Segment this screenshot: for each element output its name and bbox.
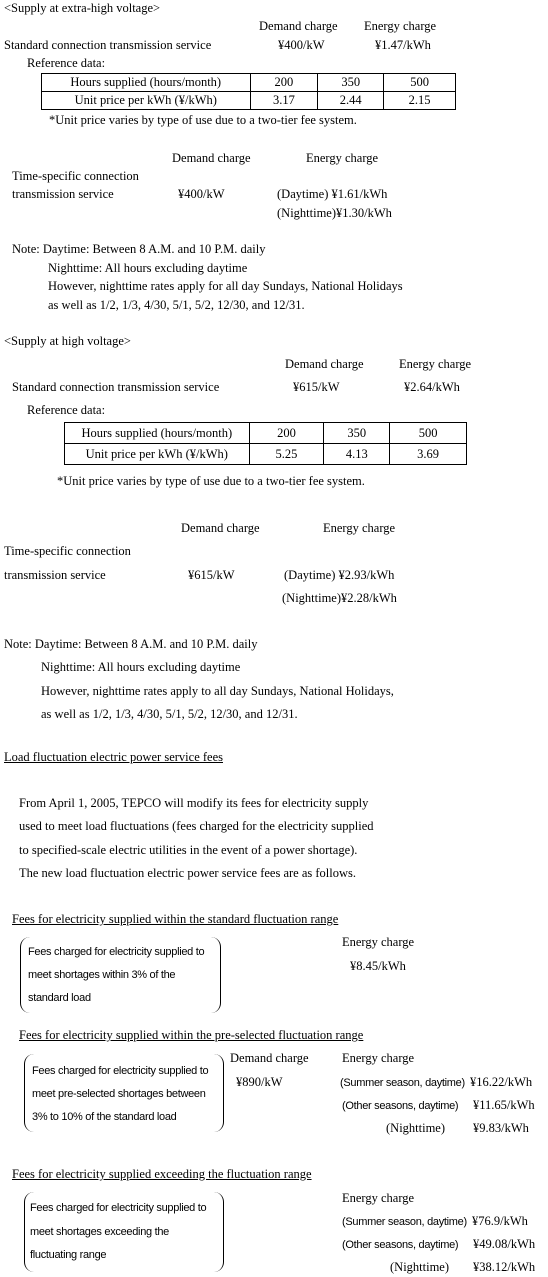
load-intro-line-1: From April 1, 2005, TEPCO will modify its fees for electricity supply [19,796,369,810]
load-intro-line-2: used to meet load fluctuations (fees charged for the electricity supplied [19,819,374,833]
eh-ref-label: Reference data: [27,56,106,70]
eh-energy-col: Energy charge [364,19,437,33]
s3-summer-label: (Summer season, daytime) [342,1216,467,1228]
table-cell: 350 [318,74,384,92]
eh-reference-table [41,73,456,110]
s1-energy-label: Energy charge [342,935,415,949]
s2-box-line-3: 3% to 10% of the standard load [32,1111,177,1123]
eh-note-3: However, nighttime rates apply for all day Sundays, National Holidays [48,279,403,293]
eh-ts-demand-col: Demand charge [172,151,251,165]
table-row [65,444,467,465]
s2-other-label: (Other seasons, daytime) [342,1100,459,1112]
eh-note-1: Note: Daytime: Between 8 A.M. and 10 P.M. daily [12,242,266,256]
table-cell: 200 [249,423,324,444]
hv-ref-label: Reference data: [27,403,106,417]
s2-demand-value: ¥890/kW [236,1075,283,1089]
s2-heading: Fees for electricity supplied within the pre-selected fluctuation range [19,1028,364,1042]
table-row [42,74,456,92]
hv-standard-demand: ¥615/kW [293,380,340,394]
hv-ts-daytime: (Daytime) ¥2.93/kWh [284,568,395,582]
s3-night-label: (Nighttime) [390,1260,450,1274]
hv-note-1: Note: Daytime: Between 8 A.M. and 10 P.M. daily [4,637,258,651]
s3-heading: Fees for electricity supplied exceeding the fluctuation range [12,1167,312,1181]
s3-energy-label: Energy charge [342,1191,415,1205]
s2-box-line-2: meet pre-selected shortages between [32,1088,206,1100]
s1-energy-value: ¥8.45/kWh [350,959,406,973]
eh-ts-label-1: Time-specific connection [12,169,139,183]
s3-box-line-2: meet shortages exceeding the [30,1226,169,1238]
hv-note-4: as well as 1/2, 1/3, 4/30, 5/1, 5/2, 12/30, and 12/31. [41,707,298,721]
hv-footnote: *Unit price varies by type of use due to a two-tier fee system. [57,474,365,488]
hv-standard-energy: ¥2.64/kWh [404,380,460,394]
hv-ts-label-1: Time-specific connection [4,544,131,558]
eh-ts-demand: ¥400/kW [178,187,225,201]
s2-summer-label: (Summer season, daytime) [340,1077,465,1089]
table-cell: Unit price per kWh (¥/kWh) [42,92,251,110]
table-cell: 500 [390,423,467,444]
hv-ts-demand: ¥615/kW [188,568,235,582]
s3-summer-value: ¥76.9/kWh [472,1214,528,1228]
hv-ts-energy-col: Energy charge [323,521,396,535]
s2-box-line-1: Fees charged for electricity supplied to [32,1065,209,1077]
s3-other-label: (Other seasons, daytime) [342,1239,459,1251]
s2-energy-label: Energy charge [342,1051,415,1065]
hv-ts-label-2: transmission service [4,568,106,582]
table-cell: Unit price per kWh (¥/kWh) [65,444,250,465]
s2-other-value: ¥11.65/kWh [473,1098,535,1112]
hv-note-3: However, nighttime rates apply to all day Sundays, National Holidays, [41,684,394,698]
hv-ts-nighttime: (Nighttime)¥2.28/kWh [282,591,397,605]
s3-other-value: ¥49.08/kWh [473,1237,536,1251]
hv-demand-col: Demand charge [285,357,364,371]
hv-energy-col: Energy charge [399,357,472,371]
table-row [42,92,456,110]
eh-note-4: as well as 1/2, 1/3, 4/30, 5/1, 5/2, 12/30, and 12/31. [48,298,305,312]
table-cell: 2.15 [384,92,456,110]
s3-night-value: ¥38.12/kWh [473,1260,536,1274]
eh-standard-energy: ¥1.47/kWh [375,38,431,52]
eh-standard-demand: ¥400/kW [278,38,325,52]
load-intro-line-4: The new load fluctuation electric power service fees are as follows. [19,866,357,880]
s1-box-line-2: meet shortages within 3% of the [28,969,176,981]
s2-night-value: ¥9.83/kWh [473,1121,529,1135]
eh-ts-nighttime: (Nighttime)¥1.30/kWh [277,206,392,220]
table-cell: 2.44 [318,92,384,110]
hv-standard-label: Standard connection transmission service [12,380,220,394]
s2-summer-value: ¥16.22/kWh [470,1075,533,1089]
table-cell: 3.69 [390,444,467,465]
table-cell: 5.25 [249,444,324,465]
s3-box-line-3: fluctuating range [30,1249,107,1261]
s1-heading: Fees for electricity supplied within the standard fluctuation range [12,912,339,926]
high-heading: <Supply at high voltage> [4,334,131,348]
hv-ts-demand-col: Demand charge [181,521,260,535]
table-cell: Hours supplied (hours/month) [65,423,250,444]
s2-demand-label: Demand charge [230,1051,309,1065]
eh-ts-label-2: transmission service [12,187,114,201]
hv-note-2: Nighttime: All hours excluding daytime [41,660,241,674]
eh-ts-energy-col: Energy charge [306,151,379,165]
eh-ts-daytime: (Daytime) ¥1.61/kWh [277,187,388,201]
s1-box-line-3: standard load [28,992,91,1004]
eh-demand-col: Demand charge [259,19,338,33]
s3-box-line-1: Fees charged for electricity supplied to [30,1202,207,1214]
eh-note-2: Nighttime: All hours excluding daytime [48,261,248,275]
table-cell: 350 [324,423,390,444]
table-cell: 500 [384,74,456,92]
load-intro-line-3: to specified-scale electric utilities in the event of a power shortage). [19,843,358,857]
hv-reference-table [64,422,467,465]
table-cell: Hours supplied (hours/month) [42,74,251,92]
table-cell: 3.17 [250,92,318,110]
table-cell: 200 [250,74,318,92]
load-heading: Load fluctuation electric power service fees [4,750,223,764]
eh-footnote: *Unit price varies by type of use due to a two-tier fee system. [49,113,357,127]
s1-box-line-1: Fees charged for electricity supplied to [28,946,205,958]
extra-high-heading: <Supply at extra-high voltage> [4,1,161,15]
eh-standard-label: Standard connection transmission service [4,38,212,52]
table-cell: 4.13 [324,444,390,465]
table-row [65,423,467,444]
s2-night-label: (Nighttime) [386,1121,446,1135]
